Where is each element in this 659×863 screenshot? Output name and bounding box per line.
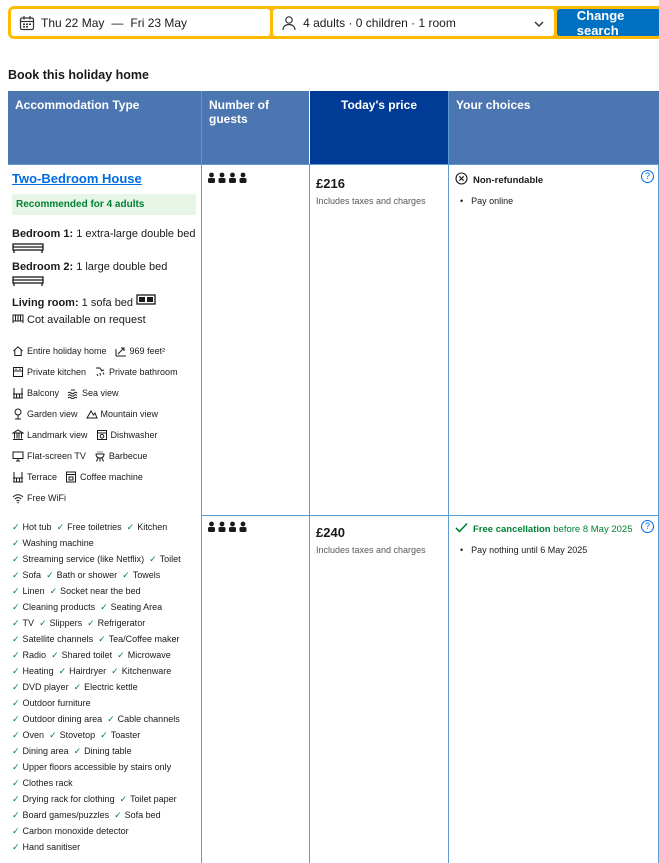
header-your-choices: Your choices <box>449 91 659 164</box>
bed-configuration <box>12 226 198 311</box>
facility-private-kitchen: Private kitchen <box>12 366 86 378</box>
amenity-stovetop: ✓ Stovetop <box>49 730 96 740</box>
checkmark-icon: ✓ <box>12 650 20 660</box>
checkmark-icon: ✓ <box>39 618 47 628</box>
sofa-bed-icon <box>136 297 156 309</box>
amenity-hot-tub: ✓ Hot tub <box>12 522 52 532</box>
amenity-kitchenware: ✓ Kitchenware <box>111 666 172 676</box>
amenity-row <box>12 823 202 839</box>
amenity-dvd-player: ✓ DVD player <box>12 682 69 692</box>
checkmark-icon: ✓ <box>12 778 20 788</box>
amenity-row <box>12 679 202 695</box>
amenity-kitchen: ✓ Kitchen <box>126 522 168 532</box>
facility-terrace: Terrace <box>12 471 57 483</box>
amenity-towels: ✓ Towels <box>122 570 161 580</box>
facility-free-wifi: Free WiFi <box>12 492 66 504</box>
home-icon <box>12 345 24 357</box>
header-accommodation-type: Accommodation Type <box>8 91 201 164</box>
amenity-cable-channels: ✓ Cable channels <box>107 714 180 724</box>
facility-row <box>12 382 202 403</box>
amenity-streaming-service-like-netflix: ✓ Streaming service (like Netflix) <box>12 554 145 564</box>
amenity-row <box>12 519 202 535</box>
facility-landmark-view: Landmark view <box>12 429 88 441</box>
amenity-row <box>12 743 202 759</box>
checkmark-icon: ✓ <box>107 714 115 724</box>
shower-icon <box>94 366 106 378</box>
checkmark-icon <box>455 522 468 536</box>
amenity-row <box>12 695 202 711</box>
amenity-free-toiletries: ✓ Free toiletries <box>56 522 122 532</box>
checkmark-icon: ✓ <box>117 650 125 660</box>
policy-option-1: Non-refundable <box>455 172 543 188</box>
price-option-2: £240 <box>316 525 345 540</box>
date-picker[interactable] <box>11 9 270 36</box>
amenity-slippers: ✓ Slippers <box>39 618 83 628</box>
price-note-option-2: Includes taxes and charges <box>316 545 426 555</box>
facility-mountain-view: Mountain view <box>86 408 159 420</box>
checkmark-icon: ✓ <box>12 634 20 644</box>
column-divider <box>448 91 449 863</box>
facility-row <box>12 445 202 466</box>
amenity-refrigerator: ✓ Refrigerator <box>87 618 146 628</box>
row-divider <box>8 164 659 165</box>
payment-note-option-1: • Pay online <box>460 196 513 206</box>
search-bar <box>8 6 659 39</box>
facility-row <box>12 487 202 508</box>
amenity-toaster: ✓ Toaster <box>100 730 141 740</box>
checkmark-icon: ✓ <box>12 826 20 836</box>
amenity-sofa: ✓ Sofa <box>12 570 42 580</box>
amenity-oven: ✓ Oven <box>12 730 45 740</box>
help-icon[interactable]: ? <box>641 170 654 183</box>
checkmark-icon: ✓ <box>111 666 119 676</box>
amenity-outdoor-furniture: ✓ Outdoor furniture <box>12 698 91 708</box>
amenity-tv: ✓ TV <box>12 618 35 628</box>
amenity-row <box>12 615 202 631</box>
amenity-row <box>12 775 202 791</box>
bedroom-1: Bedroom 1: 1 extra-large double bed <box>12 226 198 259</box>
amenity-tea-coffee-maker: ✓ Tea/Coffee maker <box>98 634 180 644</box>
facility-row <box>12 340 202 361</box>
amenity-row <box>12 583 202 599</box>
checkmark-icon: ✓ <box>149 554 157 564</box>
column-divider <box>309 164 310 863</box>
amenity-row <box>12 807 202 823</box>
checkmark-icon: ✓ <box>12 666 20 676</box>
cot-info: Cot available on request <box>12 312 146 327</box>
checkmark-icon: ✓ <box>12 522 20 532</box>
facilities-list <box>12 340 202 508</box>
facility-private-bathroom: Private bathroom <box>94 366 178 378</box>
price-option-1: £216 <box>316 176 345 191</box>
garden-view-icon <box>12 408 24 420</box>
checkmark-icon: ✓ <box>12 682 20 692</box>
checkmark-icon: ✓ <box>46 570 54 580</box>
checkmark-icon: ✓ <box>12 586 20 596</box>
amenity-board-games-puzzles: ✓ Board games/puzzles <box>12 810 110 820</box>
amenity-hand-sanitiser: ✓ Hand sanitiser <box>12 842 81 852</box>
policy-option-2: Free cancellation before 8 May 2025 <box>455 522 633 536</box>
checkmark-icon: ✓ <box>56 522 65 532</box>
amenity-socket-near-the-bed: ✓ Socket near the bed <box>49 586 141 596</box>
bedroom-2: Bedroom 2: 1 large double bed <box>12 259 198 292</box>
checkmark-icon: ✓ <box>100 730 108 740</box>
balcony-icon <box>12 387 24 399</box>
coffee-machine-icon <box>65 471 77 483</box>
header-number-of-guests: Number of guests <box>202 91 309 164</box>
checkmark-icon: ✓ <box>12 810 20 820</box>
amenity-hairdryer: ✓ Hairdryer <box>58 666 107 676</box>
amenity-row <box>12 839 202 855</box>
room-name-link[interactable]: Two-Bedroom House <box>12 171 142 186</box>
checkmark-icon: ✓ <box>100 602 108 612</box>
amenity-sofa-bed: ✓ Sofa bed <box>114 810 161 820</box>
amenity-bath-or-shower: ✓ Bath or shower <box>46 570 118 580</box>
facility-row <box>12 466 202 487</box>
amenity-toilet-paper: ✓ Toilet paper <box>119 794 177 804</box>
guest-capacity-option-2 <box>207 521 249 535</box>
amenity-row <box>12 711 202 727</box>
cot-icon <box>12 312 24 327</box>
person-icon <box>281 15 297 31</box>
checkmark-icon: ✓ <box>87 618 95 628</box>
checkmark-icon: ✓ <box>12 730 20 740</box>
amenity-outdoor-dining-area: ✓ Outdoor dining area <box>12 714 103 724</box>
checkmark-icon: ✓ <box>12 698 20 708</box>
amenity-row <box>12 567 202 583</box>
amenity-dining-table: ✓ Dining table <box>73 746 132 756</box>
checkmark-icon: ✓ <box>73 746 82 756</box>
amenity-heating: ✓ Heating <box>12 666 54 676</box>
non-refundable-icon <box>455 172 468 188</box>
facility-balcony: Balcony <box>12 387 59 399</box>
amenity-row <box>12 759 202 775</box>
checkmark-icon: ✓ <box>122 570 130 580</box>
price-note-option-1: Includes taxes and charges <box>316 196 426 206</box>
facility-barbecue: Barbecue <box>94 450 148 462</box>
amenity-row <box>12 663 202 679</box>
calendar-icon <box>19 15 35 31</box>
checkmark-icon: ✓ <box>12 570 20 580</box>
checkout-date: Fri 23 May <box>130 15 188 30</box>
amenity-row <box>12 631 202 647</box>
sea-view-icon <box>67 387 79 399</box>
amenity-seating-area: ✓ Seating Area <box>100 602 163 612</box>
amenity-satellite-channels: ✓ Satellite channels <box>12 634 94 644</box>
amenity-row <box>12 791 202 807</box>
date-separator: — <box>111 15 124 30</box>
checkmark-icon: ✓ <box>126 522 135 532</box>
facility-entire-holiday-home: Entire holiday home <box>12 345 107 357</box>
facility-coffee-machine: Coffee machine <box>65 471 143 483</box>
facility-sea-view: Sea view <box>67 387 119 399</box>
terrace-icon <box>12 471 24 483</box>
amenity-washing-machine: ✓ Washing machine <box>12 538 94 548</box>
amenity-shared-toilet: ✓ Shared toilet <box>51 650 113 660</box>
facility-garden-view: Garden view <box>12 408 78 420</box>
amenity-drying-rack-for-clothing: ✓ Drying rack for clothing <box>12 794 115 804</box>
checkin-date: Thu 22 May <box>41 15 105 30</box>
checkmark-icon: ✓ <box>12 602 20 612</box>
checkmark-icon: ✓ <box>49 730 57 740</box>
kitchen-icon <box>12 366 24 378</box>
checkmark-icon: ✓ <box>49 586 58 596</box>
checkmark-icon: ✓ <box>12 554 20 564</box>
amenity-dining-area: ✓ Dining area <box>12 746 69 756</box>
guest-capacity-option-1 <box>207 172 249 186</box>
living-room: Living room: 1 sofa bed <box>12 294 198 311</box>
barbecue-icon <box>94 450 106 462</box>
section-title: Book this holiday home <box>8 68 149 82</box>
checkmark-icon: ✓ <box>12 762 20 772</box>
change-search-button[interactable]: Change search <box>557 9 659 36</box>
facility-flat-screen-tv: Flat-screen TV <box>12 450 86 462</box>
amenity-row <box>12 647 202 663</box>
landmark-view-icon <box>12 429 24 441</box>
checkmark-icon: ✓ <box>12 794 20 804</box>
checkmark-icon: ✓ <box>51 650 59 660</box>
chevron-down-icon <box>534 18 544 32</box>
facility-row <box>12 424 202 445</box>
amenity-microwave: ✓ Microwave <box>117 650 171 660</box>
amenity-carbon-monoxide-detector: ✓ Carbon monoxide detector <box>12 826 129 836</box>
amenity-toilet: ✓ Toilet <box>149 554 181 564</box>
amenity-clothes-rack: ✓ Clothes rack <box>12 778 73 788</box>
amenity-upper-floors-accessible-by-stairs-only: ✓ Upper floors accessible by stairs only <box>12 762 172 772</box>
recommended-badge: Recommended for 4 adults <box>12 194 196 215</box>
checkmark-icon: ✓ <box>58 666 67 676</box>
row-divider <box>202 515 659 516</box>
dishwasher-icon <box>96 429 108 441</box>
amenities-list <box>12 519 202 855</box>
payment-note-option-2: • Pay nothing until 6 May 2025 <box>460 545 587 555</box>
tv-icon <box>12 450 24 462</box>
amenity-row <box>12 551 202 567</box>
mountain-view-icon <box>86 408 98 420</box>
guests-summary: 4 adults · 0 children · 1 room <box>303 15 456 30</box>
amenity-linen: ✓ Linen <box>12 586 45 596</box>
wifi-icon <box>12 492 24 504</box>
checkmark-icon: ✓ <box>98 634 106 644</box>
checkmark-icon: ✓ <box>12 538 20 548</box>
checkmark-icon: ✓ <box>119 794 128 804</box>
double-bed-icon <box>12 278 44 290</box>
amenity-cleaning-products: ✓ Cleaning products <box>12 602 96 612</box>
amenity-row <box>12 599 202 615</box>
facility-row <box>12 361 202 382</box>
checkmark-icon: ✓ <box>12 842 20 852</box>
guests-selector[interactable] <box>273 9 554 36</box>
facility-969-feet: 969 feet² <box>115 345 166 357</box>
amenity-radio: ✓ Radio <box>12 650 47 660</box>
checkmark-icon: ✓ <box>12 746 20 756</box>
facility-row <box>12 403 202 424</box>
help-icon[interactable]: ? <box>641 520 654 533</box>
double-bed-icon <box>12 245 44 257</box>
checkmark-icon: ✓ <box>12 714 20 724</box>
checkmark-icon: ✓ <box>73 682 82 692</box>
amenity-row <box>12 535 202 551</box>
checkmark-icon: ✓ <box>114 810 122 820</box>
floor-size-icon <box>115 345 127 357</box>
facility-dishwasher: Dishwasher <box>96 429 158 441</box>
header-todays-price: Today's price <box>310 91 448 164</box>
checkmark-icon: ✓ <box>12 618 20 628</box>
amenity-electric-kettle: ✓ Electric kettle <box>73 682 138 692</box>
amenity-row <box>12 727 202 743</box>
